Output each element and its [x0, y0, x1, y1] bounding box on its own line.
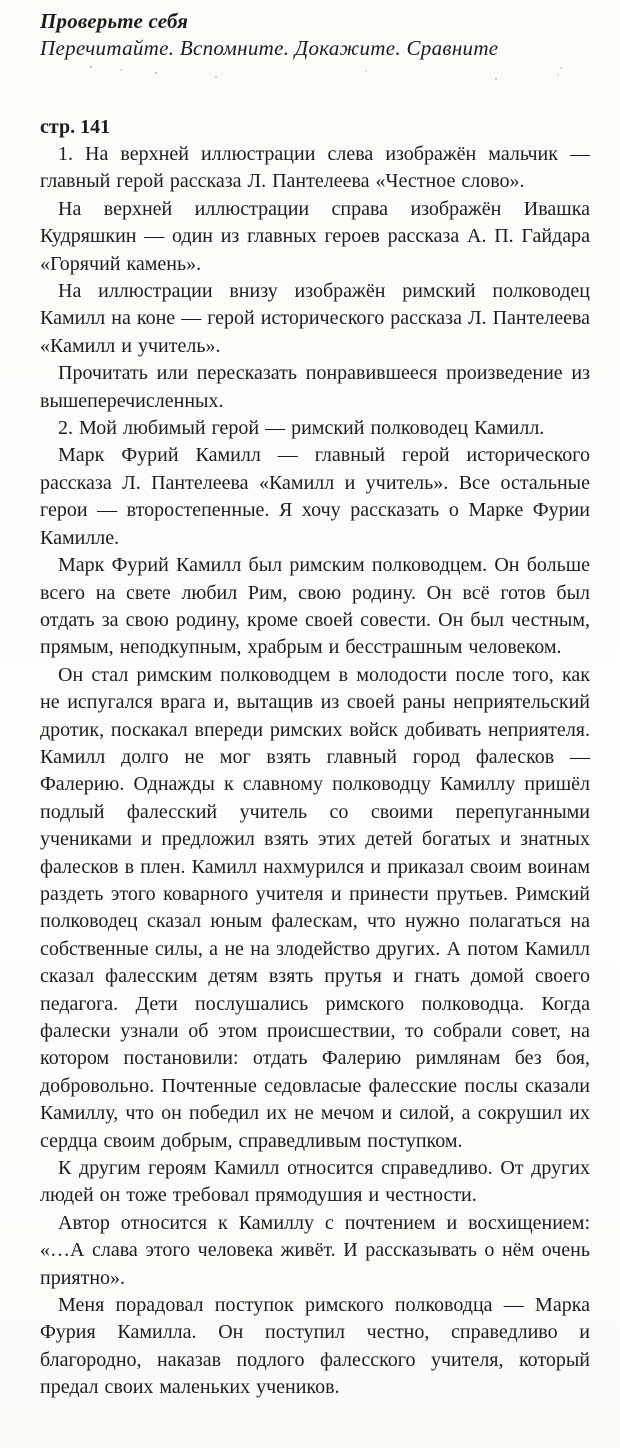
- paragraph: Автор относится к Камиллу с почтением и восхищением: «…А слава этого человека живёт. И рассказывать о нём очень приятно».: [40, 1211, 590, 1289]
- scan-noise: [90, 66, 92, 68]
- page-subtitle: Перечитайте. Вспомните. Докажите. Сравните: [40, 36, 499, 60]
- page-title: Проверьте себя: [40, 9, 189, 33]
- paragraph: 1. На верхней иллюстрации слева изображён мальчик — главный герой рассказа Л. Пантелеева «Честное слово».: [40, 143, 590, 193]
- paragraph: На верхней иллюстрации справа изображён Ивашка Кудряшкин — один из главных героев рассказа А. П. Гайдара «Горячий камень».: [40, 197, 590, 275]
- answer-text: [40, 141, 590, 1402]
- scan-noise: [155, 72, 157, 74]
- paragraph: Марк Фурий Камилл был римским полководцем. Он больше всего на свете любил Рим, свою родину. Он всё готов был отдать за свою родину, кроме своей совести. Он был честным, прямым, неподкупным, храбрым и бесстрашным человеком.: [40, 554, 590, 659]
- paragraph: На иллюстрации внизу изображён римский полководец Камилл на коне — герой исторического рассказа Л. Пантелеева «Камилл и учитель».: [40, 280, 590, 357]
- paragraph: Он стал римским полководцем в молодости после того, как не испугался врага и, вытащив из своей раны неприятельский дротик, поскакал впереди римских войск добивать неприятеля. Камилл долго не мог взять главный город фалесков — Фалерию. Однажды к славному полководцу Камиллу пришёл подлый фалесский учитель со своими перепуганными учениками и предложил взять этих детей богатых и знатных фалесков в плен. Камилл нахмурился и приказал своим воинам раздеть этого коварного учителя и принести прутьев. Римский полководец сказал юным фалескам, что нужно полагаться на собственные силы, а не на злодейство других. А потом Камилл сказал фалесским детям взять прутья и гнать домой своего педагога. Дети послушались римского полководца. Когда фалески узнали об этом происшествии, то собрали совет, на котором постановили: отдать Фалерию римлянам без боя, добровольно. Почтенные седовласые фалесские послы сказали Камиллу, что он победил их не мечом и силой, а сокрушил их сердца своим добрым, справедливым поступком.: [40, 663, 590, 1152]
- paragraph: 2. Мой любимый герой — римский полководец Камилл.: [58, 417, 545, 440]
- page-number-label: стр. 141: [40, 116, 111, 138]
- paragraph: Марк Фурий Камилл — главный герой исторического рассказа Л. Пантелеева «Камилл и учитель». Все остальные герои — второстепенные. Я хочу рассказать о Марке Фурии Камилле.: [40, 444, 590, 549]
- paragraph: К другим героям Камилл относится справедливо. От других людей он тоже требовал прямодушия и честности.: [40, 1157, 590, 1207]
- paragraph: Прочитать или пересказать понравившееся произведение из вышеперечисленных.: [40, 362, 590, 412]
- paragraph: Меня порадовал поступок римского полководца — Марка Фурия Камилла. Он поступил честно, справедливо и благородно, наказав подлого фалесского учителя, который предал своих маленьких учеников.: [40, 1294, 590, 1399]
